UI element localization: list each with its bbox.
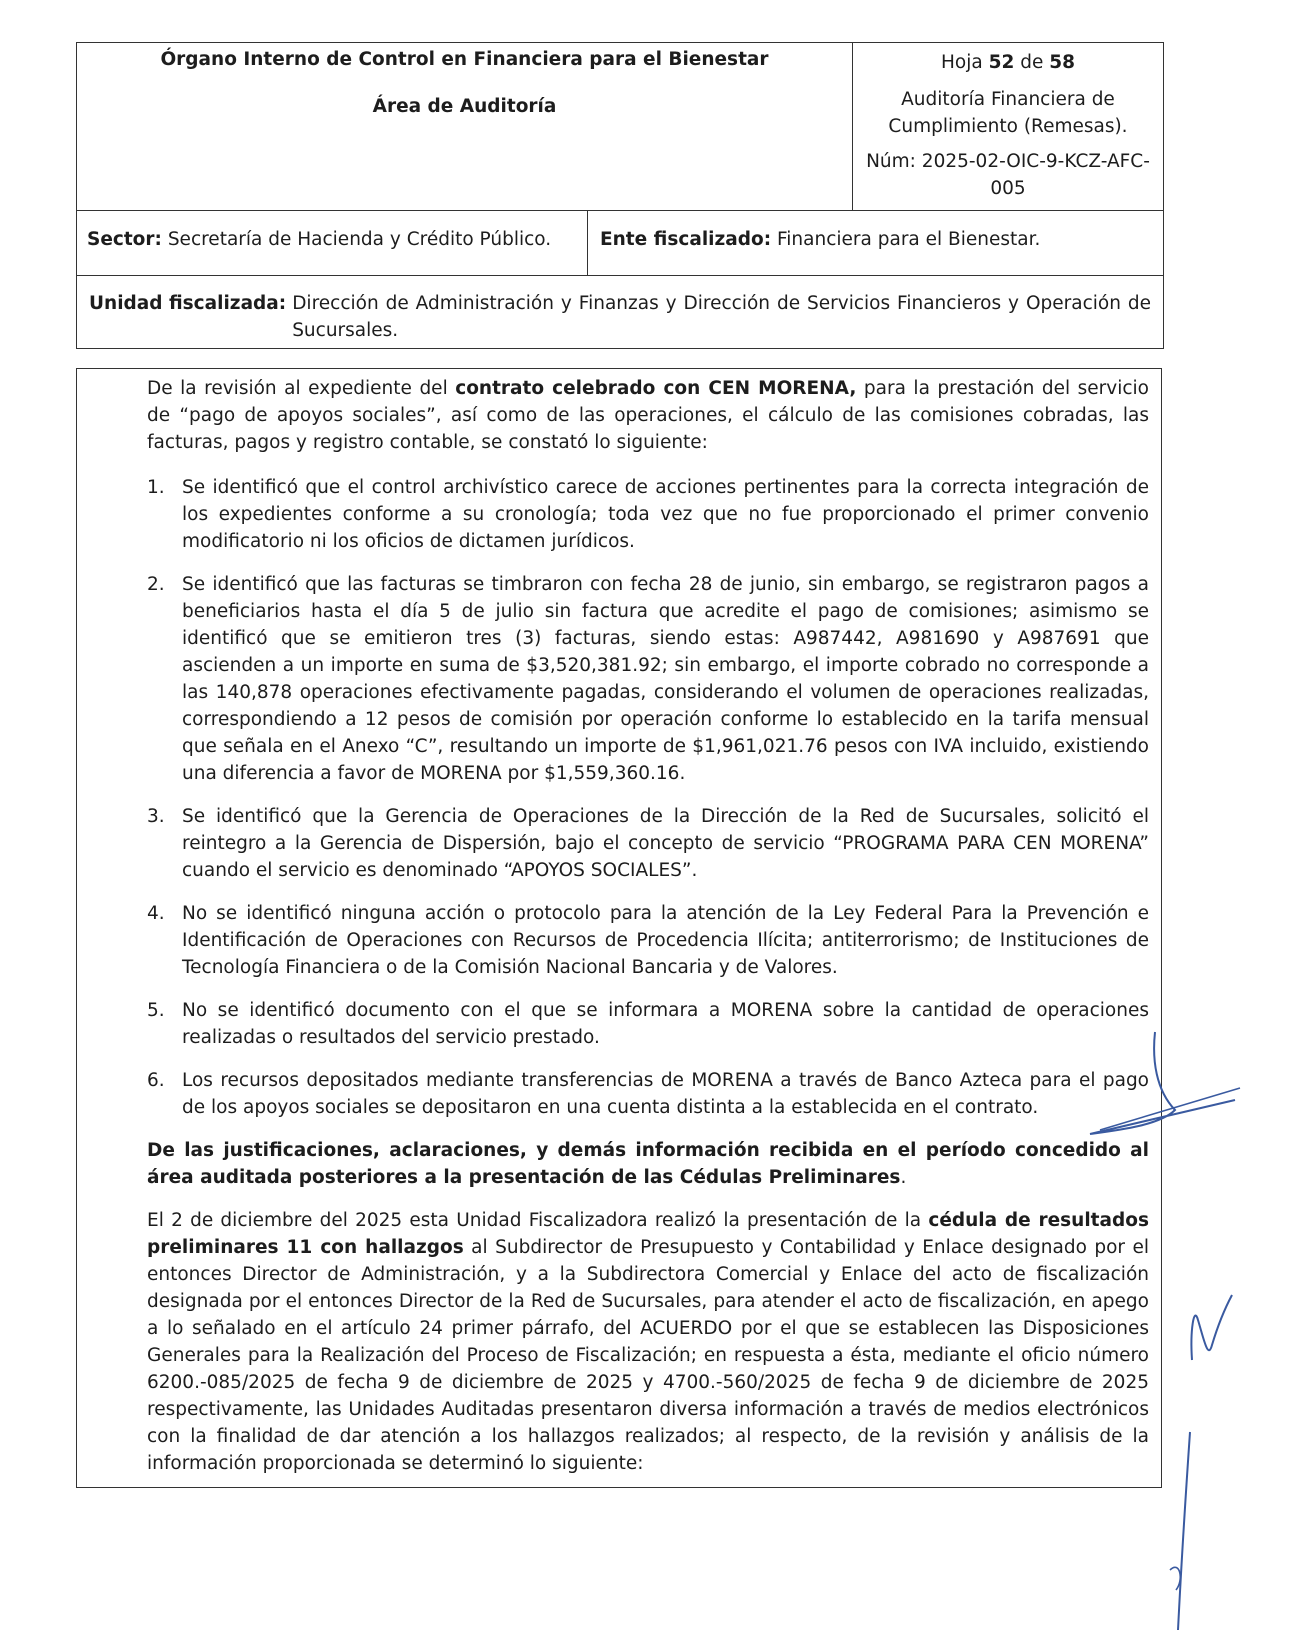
unit-label: Unidad fiscalizada: (89, 293, 287, 314)
list-item (147, 803, 1149, 884)
signature-mark-vertical (1160, 1430, 1210, 1640)
closing-text-2: al Subdirector de Presupuesto y Contabilidad y Enlace designado por el entonces Director de Administración, y a la Subdirectora Comercial y Enlace del acto de fiscalización designada por el entonces Director de la Red de Sucursales, para atender el acto de fiscalización, en apego a lo señalado en el artículo 24 primer párrafo, del ACUERDO por el que se establecen las Disposiciones Generales para la Realización del Proceso de Fiscalización; en respuesta a ésta, mediante el oficio número 6200.-085/2025 de fecha 9 de diciembre de 2025 y 4700.-560/2025 de fecha 9 de diciembre de 2025 respectivamente, las Unidades Auditadas presentaron diversa información a través de medios electrónicos con la finalidad de dar atención a los hallazgos realizados; al respecto, de la revisión y análisis de la información proporcionada se determinó lo siguiente: (147, 1237, 1149, 1474)
entity-value: Financiera para el Bienestar. (777, 229, 1041, 250)
finding-text: Los recursos depositados mediante transferencias de MORENA a través de Banco Azteca para el pago de los apoyos sociales se depositaron en una cuenta distinta a la establecida en el contrato. (182, 1070, 1149, 1118)
justifications-heading (147, 1137, 1149, 1191)
area-name: Área de Auditoría (372, 96, 557, 117)
sheet-of: de (1020, 52, 1044, 73)
finding-number: 2. (147, 574, 165, 595)
findings-list (147, 474, 1149, 1121)
sector-label: Sector: (87, 229, 162, 250)
entity-cell (588, 211, 1164, 276)
finding-number: 3. (147, 806, 165, 827)
organization-cell (77, 43, 853, 211)
closing-bold: cédula de resultados preliminares 11 con hallazgos (147, 1210, 1149, 1258)
closing-paragraph (147, 1207, 1149, 1477)
intro-text-1: De la revisión al expediente del (147, 378, 456, 399)
list-item (147, 474, 1149, 555)
page-counter (863, 49, 1153, 76)
sheet-current: 52 (988, 52, 1015, 73)
audit-number: Núm: 2025-02-OIC-9-KCZ-AFC-005 (866, 151, 1150, 199)
finding-text: No se identificó ninguna acción o protocolo para la atención de la Ley Federal Para la Prevención e Identificación de Operaciones con Recursos de Procedencia Ilícita; antiterrorismo; de Instituciones de Tecnología Financiera o de la Comisión Nacional Bancaria y de Valores. (182, 903, 1149, 978)
sheet-total: 58 (1049, 52, 1075, 73)
sheet-prefix: Hoja (940, 52, 983, 73)
signature-mark (1060, 1030, 1260, 1140)
finding-number: 5. (147, 1000, 165, 1021)
justifications-heading-text: De las justificaciones, aclaraciones, y demás información recibida en el período concedido al área auditada posteriores a la presentación de las Cédulas Preliminares (147, 1140, 1149, 1188)
list-item (147, 997, 1149, 1051)
document-meta-cell (853, 43, 1164, 211)
finding-number: 4. (147, 903, 165, 924)
finding-number: 6. (147, 1070, 165, 1091)
organization-name: Órgano Interno de Control en Financiera para el Bienestar (160, 49, 769, 70)
finding-text: No se identificó documento con el que se informara a MORENA sobre la cantidad de operaciones realizadas o resultados del servicio prestado. (182, 1000, 1149, 1048)
audit-type: Auditoría Financiera de Cumplimiento (Remesas). (888, 89, 1128, 137)
findings-body (76, 368, 1162, 1488)
finding-text: Se identificó que la Gerencia de Operaciones de la Dirección de la Red de Sucursales, solicitó el reintegro a la Gerencia de Dispersión, bajo el concepto de servicio “PROGRAMA PARA CEN MORENA” cuando el servicio es denominado “APOYOS SOCIALES”. (182, 806, 1149, 881)
intro-text-2: para la prestación del servicio de “pago de apoyos sociales”, así como de las operaciones, el cálculo de las comisiones cobradas, las facturas, pagos y registro contable, se constató lo siguiente: (147, 378, 1149, 453)
entity-label: Ente fiscalizado: (600, 229, 772, 250)
unit-cell (77, 276, 1164, 349)
sector-cell (77, 211, 588, 276)
header-table (76, 42, 1164, 349)
finding-number: 1. (147, 477, 165, 498)
finding-text: Se identificó que las facturas se timbraron con fecha 28 de junio, sin embargo, se registraron pagos a beneficiarios hasta el día 5 de julio sin factura que acredite el pago de comisiones; asimismo se identificó que se emitieron tres (3) facturas, siendo estas: A987442, A981690 y A987691 que ascienden a un importe en suma de $3,520,381.92; sin embargo, el importe cobrado no corresponde a las 140,878 operaciones efectivamente pagadas, considerando el volumen de operaciones realizadas, correspondiendo a 12 pesos de comisión por operación conforme lo establecido en la tarifa mensual que señala en el Anexo “C”, resultando un importe de $1,961,021.76 pesos con IVA incluido, existiendo una diferencia a favor de MORENA por $1,559,360.16. (182, 574, 1149, 784)
justifications-heading-tail: . (900, 1167, 907, 1188)
list-item (147, 1067, 1149, 1121)
closing-text-1: El 2 de diciembre del 2025 esta Unidad Fiscalizadora realizó la presentación de la (147, 1210, 929, 1231)
initials-mark (1180, 1290, 1240, 1370)
list-item (147, 571, 1149, 787)
sector-value: Secretaría de Hacienda y Crédito Público. (167, 229, 552, 250)
finding-text: Se identificó que el control archivístico carece de acciones pertinentes para la correcta integración de los expedientes conforme a su cronología; toda vez que no fue proporcionado el primer convenio modificatorio ni los oficios de dictamen jurídicos. (182, 477, 1149, 552)
intro-bold: contrato celebrado con CEN MORENA, (455, 378, 857, 399)
unit-value: Dirección de Administración y Finanzas y Dirección de Servicios Financieros y Operación de Sucursales. (292, 293, 1151, 341)
list-item (147, 900, 1149, 981)
intro-paragraph (147, 375, 1149, 456)
